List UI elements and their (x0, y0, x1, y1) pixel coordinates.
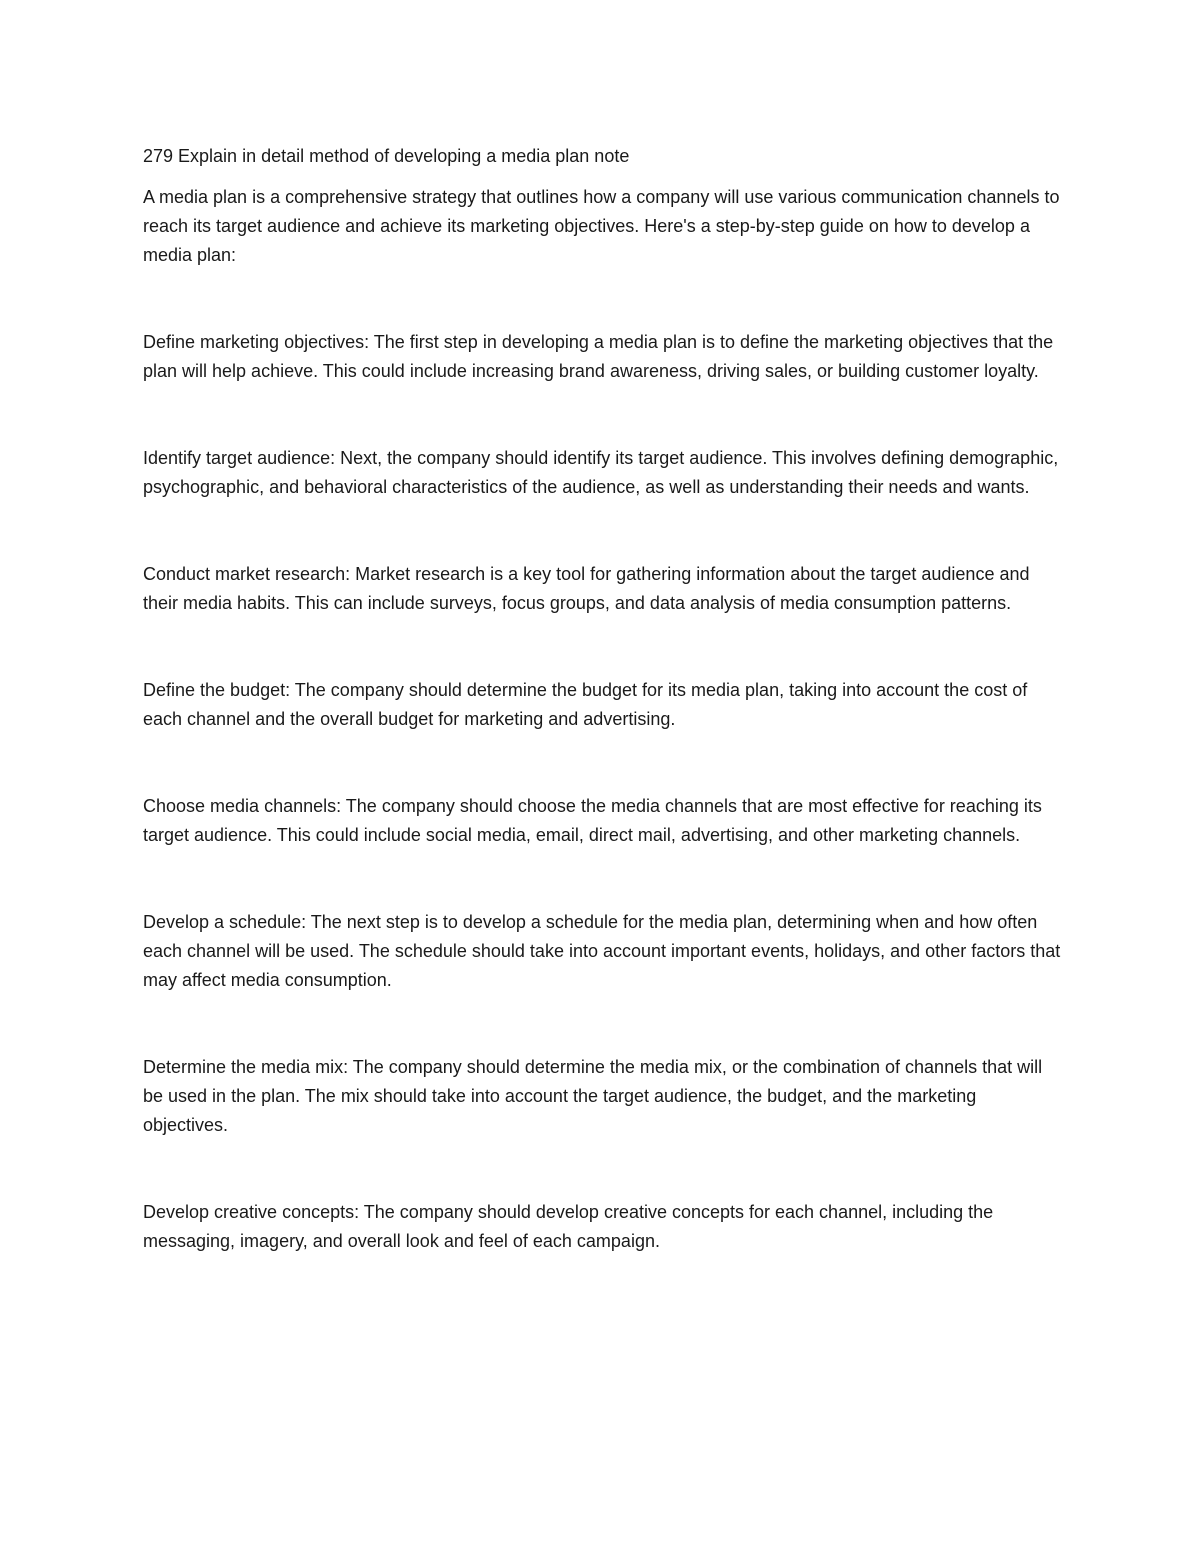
spacer (143, 386, 1063, 444)
step-define-objectives: Define marketing objectives: The first step in developing a media plan is to define the marketing objectives that the plan will help achieve. This could include increasing brand awareness, driving sales, or building customer loyalty. (143, 332, 1054, 381)
step-choose-channels: Choose media channels: The company should choose the media channels that are most effective for reaching its target audience. This could include social media, email, direct mail, advertising, and other marketing channels. (143, 796, 1042, 845)
spacer (143, 734, 1063, 792)
step-market-research: Conduct market research: Market research is a key tool for gathering information about the target audience and their media habits. This can include surveys, focus groups, and data analysis of media consumption patterns. (143, 564, 1030, 613)
spacer (143, 502, 1063, 560)
spacer (143, 995, 1063, 1053)
step-develop-schedule: Develop a schedule: The next step is to develop a schedule for the media plan, determining when and how often each channel will be used. The schedule should take into account important events, holidays, and other factors that may affect media consumption. (143, 912, 1061, 990)
spacer (143, 618, 1063, 676)
intro-paragraph: A media plan is a comprehensive strategy that outlines how a company will use various communication channels to reach its target audience and achieve its marketing objectives. Here's a step-by-step guide on how to develop a media plan: (143, 187, 1060, 265)
spacer (143, 850, 1063, 908)
step-define-budget: Define the budget: The company should determine the budget for its media plan, taking into account the cost of each channel and the overall budget for marketing and advertising. (143, 680, 1028, 729)
document-title: 279 Explain in detail method of developing a media plan note (143, 146, 630, 166)
spacer (143, 270, 1063, 328)
spacer (143, 1140, 1063, 1198)
step-identify-audience: Identify target audience: Next, the company should identify its target audience. This involves defining demographic, psychographic, and behavioral characteristics of the audience, as well as understanding their needs and wants. (143, 448, 1059, 497)
step-media-mix: Determine the media mix: The company should determine the media mix, or the combination of channels that will be used in the plan. The mix should take into account the target audience, the budget, and the marketing objectives. (143, 1057, 1043, 1135)
document-body (143, 142, 1063, 1256)
step-creative-concepts: Develop creative concepts: The company should develop creative concepts for each channel, including the messaging, imagery, and overall look and feel of each campaign. (143, 1202, 994, 1251)
